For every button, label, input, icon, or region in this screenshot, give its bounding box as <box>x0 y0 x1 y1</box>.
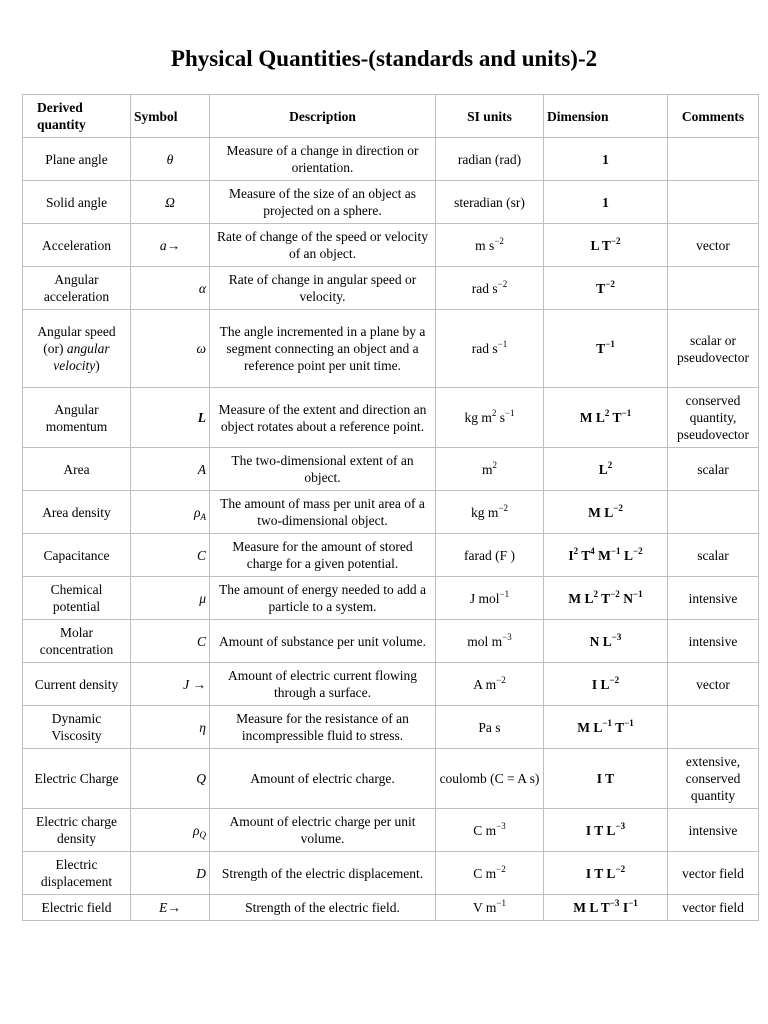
description-cell: Measure of a change in direction or orientation. <box>210 138 436 181</box>
dimension-exponent: −2 <box>632 545 643 556</box>
si-units-cell <box>436 852 544 895</box>
description-cell: The amount of mass per unit area of a two-dimensional object. <box>210 491 436 534</box>
quantity-cell <box>23 809 131 852</box>
description-cell: Amount of electric charge per unit volume. <box>210 809 436 852</box>
symbol-glyph: A <box>197 461 206 477</box>
si-unit-part: C m <box>473 822 497 838</box>
si-unit-exponent: −1 <box>504 408 515 418</box>
dimension-part: M L <box>568 590 594 606</box>
si-unit-exponent: −2 <box>497 278 508 289</box>
comments-cell <box>668 138 759 181</box>
dimension-part: M L T <box>573 900 610 915</box>
si-units-cell <box>436 267 544 310</box>
dimension-exponent: 2 <box>607 459 613 470</box>
symbol-cell <box>131 491 210 534</box>
table-row <box>23 181 759 224</box>
quantity-name: Molar concentration <box>39 625 114 657</box>
si-units-cell <box>436 491 544 534</box>
quantity-name: Chemical potential <box>50 582 103 614</box>
si-units-cell <box>436 577 544 620</box>
symbol-arrow: → <box>189 676 206 692</box>
si-unit-exponent: −2 <box>496 674 506 685</box>
quantity-cell <box>23 310 131 388</box>
description-cell: Strength of the electric field. <box>210 895 436 921</box>
quantity-cell <box>23 491 131 534</box>
description-cell: Measure for the resistance of an incompressible fluid to stress. <box>210 706 436 749</box>
si-units-cell <box>436 310 544 388</box>
dimension-cell <box>544 749 668 809</box>
si-unit-part: m s <box>475 237 495 253</box>
symbol-glyph: ρ <box>193 822 200 838</box>
quantity-name: Plane angle <box>45 151 108 167</box>
dimension-exponent: −2 <box>605 278 615 289</box>
table-row <box>23 620 759 663</box>
symbol-subscript: Q <box>199 829 206 840</box>
table-row <box>23 267 759 310</box>
si-unit-part: V m <box>473 900 497 915</box>
si-units-cell <box>436 809 544 852</box>
dimension-part: 1 <box>602 151 609 167</box>
si-unit-part: m <box>481 461 493 477</box>
dimension-exponent: −1 <box>621 408 632 418</box>
symbol-glyph: ω <box>196 341 206 356</box>
quantity-cell <box>23 224 131 267</box>
dimension-cell <box>544 577 668 620</box>
si-unit-part: radian (rad) <box>457 151 522 167</box>
dimension-part: I <box>619 900 629 915</box>
quantity-cell <box>23 181 131 224</box>
dimension-part: N <box>619 590 633 606</box>
symbol-arrow: → <box>167 900 181 915</box>
quantity-cell <box>23 852 131 895</box>
si-unit-part: s <box>496 410 505 425</box>
si-unit-part: kg m <box>464 410 492 425</box>
description-cell: Measure for the amount of stored charge for a given potential. <box>210 534 436 577</box>
comments-cell <box>668 181 759 224</box>
dimension-cell <box>544 224 668 267</box>
comments-cell: scalar <box>668 534 759 577</box>
table-row <box>23 895 759 921</box>
symbol-cell <box>131 388 210 448</box>
table-row <box>23 663 759 706</box>
table-row <box>23 809 759 852</box>
si-unit-part: coulomb (C = A s) <box>439 771 540 786</box>
symbol-glyph: θ <box>166 151 174 167</box>
quantity-name: Area <box>63 461 90 477</box>
dimension-exponent: −3 <box>609 898 620 908</box>
dimension-part: I L <box>591 676 610 692</box>
dimension-cell <box>544 181 668 224</box>
dimension-exponent: −1 <box>632 588 643 599</box>
quantity-name: Electric Charge <box>34 771 119 786</box>
si-unit-part: Pa s <box>478 719 501 735</box>
quantity-cell <box>23 895 131 921</box>
si-units-cell <box>436 224 544 267</box>
dimension-exponent: −1 <box>628 898 638 908</box>
comments-cell: scalar or pseudovector <box>668 310 759 388</box>
description-cell: Amount of electric current flowing through a surface. <box>210 663 436 706</box>
description-cell: Strength of the electric displacement. <box>210 852 436 895</box>
symbol-glyph: E <box>159 900 168 915</box>
comments-cell: intensive <box>668 577 759 620</box>
si-unit-part: A m <box>473 676 497 692</box>
description-cell: The angle incremented in a plane by a segment connecting an object and a reference point per unit time. <box>210 310 436 388</box>
dimension-exponent: 4 <box>590 545 595 556</box>
dimension-exponent: −1 <box>605 339 615 349</box>
quantity-name: Capacitance <box>43 547 110 563</box>
physical-quantities-table <box>22 94 759 921</box>
dimension-cell <box>544 895 668 921</box>
header-derived-quantity: Derived quantity <box>23 95 131 138</box>
quantity-cell <box>23 577 131 620</box>
si-unit-part: rad s <box>471 280 498 296</box>
dimension-exponent: −1 <box>624 717 634 728</box>
comments-cell: intensive <box>668 620 759 663</box>
symbol-cell <box>131 267 210 310</box>
symbol-cell <box>131 620 210 663</box>
dimension-cell <box>544 809 668 852</box>
dimension-part: T <box>596 280 606 296</box>
si-unit-part: steradian (sr) <box>454 194 525 210</box>
dimension-cell <box>544 138 668 181</box>
symbol-glyph: ρ <box>194 504 201 520</box>
quantity-name: Area density <box>42 504 111 520</box>
symbol-cell <box>131 809 210 852</box>
si-units-cell <box>436 895 544 921</box>
page-title: Physical Quantities-(standards and units)-2 <box>170 46 598 71</box>
comments-cell: conserved quantity, pseudovector <box>668 388 759 448</box>
dimension-part: L <box>620 547 633 563</box>
si-units-cell <box>436 138 544 181</box>
comments-cell: vector <box>668 224 759 267</box>
dimension-part: T <box>596 341 606 356</box>
dimension-part: I T L <box>585 822 616 838</box>
si-unit-exponent: −2 <box>498 502 508 513</box>
table-body <box>23 138 759 921</box>
symbol-cell <box>131 663 210 706</box>
table-row <box>23 706 759 749</box>
comments-cell <box>668 706 759 749</box>
quantity-name: Electric field <box>41 900 112 915</box>
quantity-name: Angular momentum <box>45 401 108 434</box>
header-description: Description <box>210 95 436 138</box>
dimension-part: T <box>611 719 625 735</box>
dimension-exponent: −2 <box>610 235 621 246</box>
dimension-exponent: −2 <box>615 863 626 874</box>
table-row <box>23 224 759 267</box>
symbol-glyph: L <box>197 410 206 425</box>
quantity-cell <box>23 534 131 577</box>
quantity-name: Angular acceleration <box>43 272 110 304</box>
comments-cell: scalar <box>668 448 759 491</box>
si-unit-exponent: −1 <box>497 339 508 349</box>
dimension-part: M L <box>588 504 614 520</box>
quantity-name: Solid angle <box>45 194 108 210</box>
table-row <box>23 534 759 577</box>
quantity-cell <box>23 388 131 448</box>
quantity-cell <box>23 620 131 663</box>
si-units-cell <box>436 448 544 491</box>
comments-cell: vector <box>668 663 759 706</box>
dimension-exponent: 2 <box>593 588 599 599</box>
symbol-glyph: C <box>196 547 206 563</box>
description-cell: Rate of change of the speed or velocity of an object. <box>210 224 436 267</box>
dimension-cell <box>544 534 668 577</box>
comments-cell: extensive, conserved quantity <box>668 749 759 809</box>
dimension-exponent: 2 <box>573 545 579 556</box>
table-row <box>23 749 759 809</box>
dimension-part: M L <box>577 719 603 735</box>
description-cell: Amount of substance per unit volume. <box>210 620 436 663</box>
si-units-cell <box>436 706 544 749</box>
description-cell: Measure of the extent and direction an object rotates about a reference point. <box>210 388 436 448</box>
dimension-part: I T <box>596 771 615 786</box>
dimension-exponent: 2 <box>604 408 610 418</box>
symbol-glyph: α <box>198 280 206 296</box>
dimension-cell <box>544 267 668 310</box>
symbol-arrow: → <box>166 237 181 253</box>
dimension-exponent: −2 <box>613 502 623 513</box>
symbol-glyph: D <box>196 865 206 881</box>
si-unit-part: rad s <box>471 341 498 356</box>
symbol-cell <box>131 181 210 224</box>
table-row <box>23 448 759 491</box>
quantity-name: Current density <box>34 676 119 692</box>
dimension-cell <box>544 388 668 448</box>
dimension-part: T <box>598 590 611 606</box>
quantity-name: Acceleration <box>42 237 111 253</box>
dimension-cell <box>544 706 668 749</box>
quantity-name: Angular speed (or) <box>37 324 116 356</box>
dimension-exponent: −2 <box>609 674 620 685</box>
quantity-name: Dynamic Viscosity <box>51 711 102 743</box>
symbol-cell <box>131 895 210 921</box>
symbol-glyph: a <box>159 237 167 253</box>
dimension-cell <box>544 448 668 491</box>
table-row <box>23 310 759 388</box>
dimension-part: 1 <box>602 194 609 210</box>
symbol-glyph: J <box>183 676 190 692</box>
dimension-exponent: −1 <box>602 717 612 728</box>
symbol-cell <box>131 310 210 388</box>
dimension-cell <box>544 620 668 663</box>
si-unit-exponent: −2 <box>494 235 504 246</box>
comments-cell <box>668 267 759 310</box>
table-row <box>23 577 759 620</box>
description-cell: The amount of energy needed to add a particle to a system. <box>210 577 436 620</box>
si-units-cell <box>436 749 544 809</box>
si-unit-part: C m <box>473 865 497 881</box>
quantity-cell <box>23 138 131 181</box>
si-unit-exponent: 2 <box>491 408 497 418</box>
si-units-cell <box>436 663 544 706</box>
quantity-cell <box>23 448 131 491</box>
si-unit-exponent: 2 <box>492 459 497 470</box>
quantity-name: Electric displacement <box>40 857 113 889</box>
si-unit-exponent: −3 <box>496 820 506 831</box>
comments-cell <box>668 491 759 534</box>
quantity-cell <box>23 749 131 809</box>
symbol-cell <box>131 852 210 895</box>
quantity-name-italic: angular velocity <box>53 341 110 373</box>
symbol-subscript: A <box>200 511 206 522</box>
symbol-glyph: μ <box>199 590 206 606</box>
dimension-part: N L <box>589 633 612 649</box>
dimension-cell <box>544 852 668 895</box>
si-unit-exponent: −1 <box>496 898 506 908</box>
dimension-exponent: −3 <box>611 631 622 642</box>
quantity-cell <box>23 663 131 706</box>
table-row <box>23 852 759 895</box>
dimension-part: T <box>609 410 622 425</box>
symbol-cell <box>131 534 210 577</box>
symbol-glyph: Ω <box>165 194 175 210</box>
comments-cell: vector field <box>668 895 759 921</box>
symbol-cell <box>131 448 210 491</box>
symbol-cell <box>131 224 210 267</box>
dimension-exponent: −2 <box>610 588 620 599</box>
description-cell: The two-dimensional extent of an object. <box>210 448 436 491</box>
table-row <box>23 388 759 448</box>
dimension-cell <box>544 663 668 706</box>
quantity-name-close: ) <box>95 358 100 373</box>
table-row <box>23 138 759 181</box>
dimension-part: T <box>578 547 591 563</box>
header-comments: Comments <box>668 95 759 138</box>
symbol-glyph: C <box>196 633 206 649</box>
dimension-cell <box>544 310 668 388</box>
header-si-units: SI units <box>436 95 544 138</box>
dimension-part: I T L <box>585 865 616 881</box>
quantity-cell <box>23 706 131 749</box>
table-header-row <box>23 95 759 138</box>
si-units-cell <box>436 620 544 663</box>
dimension-cell <box>544 491 668 534</box>
header-symbol: Symbol <box>131 95 210 138</box>
si-units-cell <box>436 181 544 224</box>
si-units-cell <box>436 534 544 577</box>
table-row <box>23 491 759 534</box>
header-dimension: Dimension <box>544 95 668 138</box>
symbol-cell <box>131 749 210 809</box>
si-unit-part: mol m <box>467 633 503 649</box>
si-unit-part: J mol <box>469 590 500 606</box>
quantity-cell <box>23 267 131 310</box>
si-unit-part: farad (F ) <box>464 547 515 563</box>
comments-cell: vector field <box>668 852 759 895</box>
dimension-exponent: −1 <box>610 545 621 556</box>
si-unit-exponent: −3 <box>502 631 512 642</box>
dimension-part: L T <box>590 237 611 253</box>
dimension-exponent: −3 <box>615 820 626 831</box>
si-unit-exponent: −2 <box>496 863 506 874</box>
symbol-cell <box>131 706 210 749</box>
symbol-glyph: Q <box>196 771 206 786</box>
si-unit-exponent: −1 <box>499 588 510 599</box>
symbol-glyph: η <box>199 719 206 735</box>
comments-cell: intensive <box>668 809 759 852</box>
dimension-part: I <box>568 547 574 563</box>
si-unit-part: kg m <box>471 504 499 520</box>
quantity-name: Electric charge density <box>35 814 118 846</box>
dimension-part: M L <box>579 410 605 425</box>
si-units-cell <box>436 388 544 448</box>
description-cell: Rate of change in angular speed or velocity. <box>210 267 436 310</box>
dimension-part: L <box>598 461 608 477</box>
symbol-cell <box>131 138 210 181</box>
symbol-cell <box>131 577 210 620</box>
dimension-part: M <box>594 547 611 563</box>
description-cell: Measure of the size of an object as projected on a sphere. <box>210 181 436 224</box>
description-cell: Amount of electric charge. <box>210 749 436 809</box>
